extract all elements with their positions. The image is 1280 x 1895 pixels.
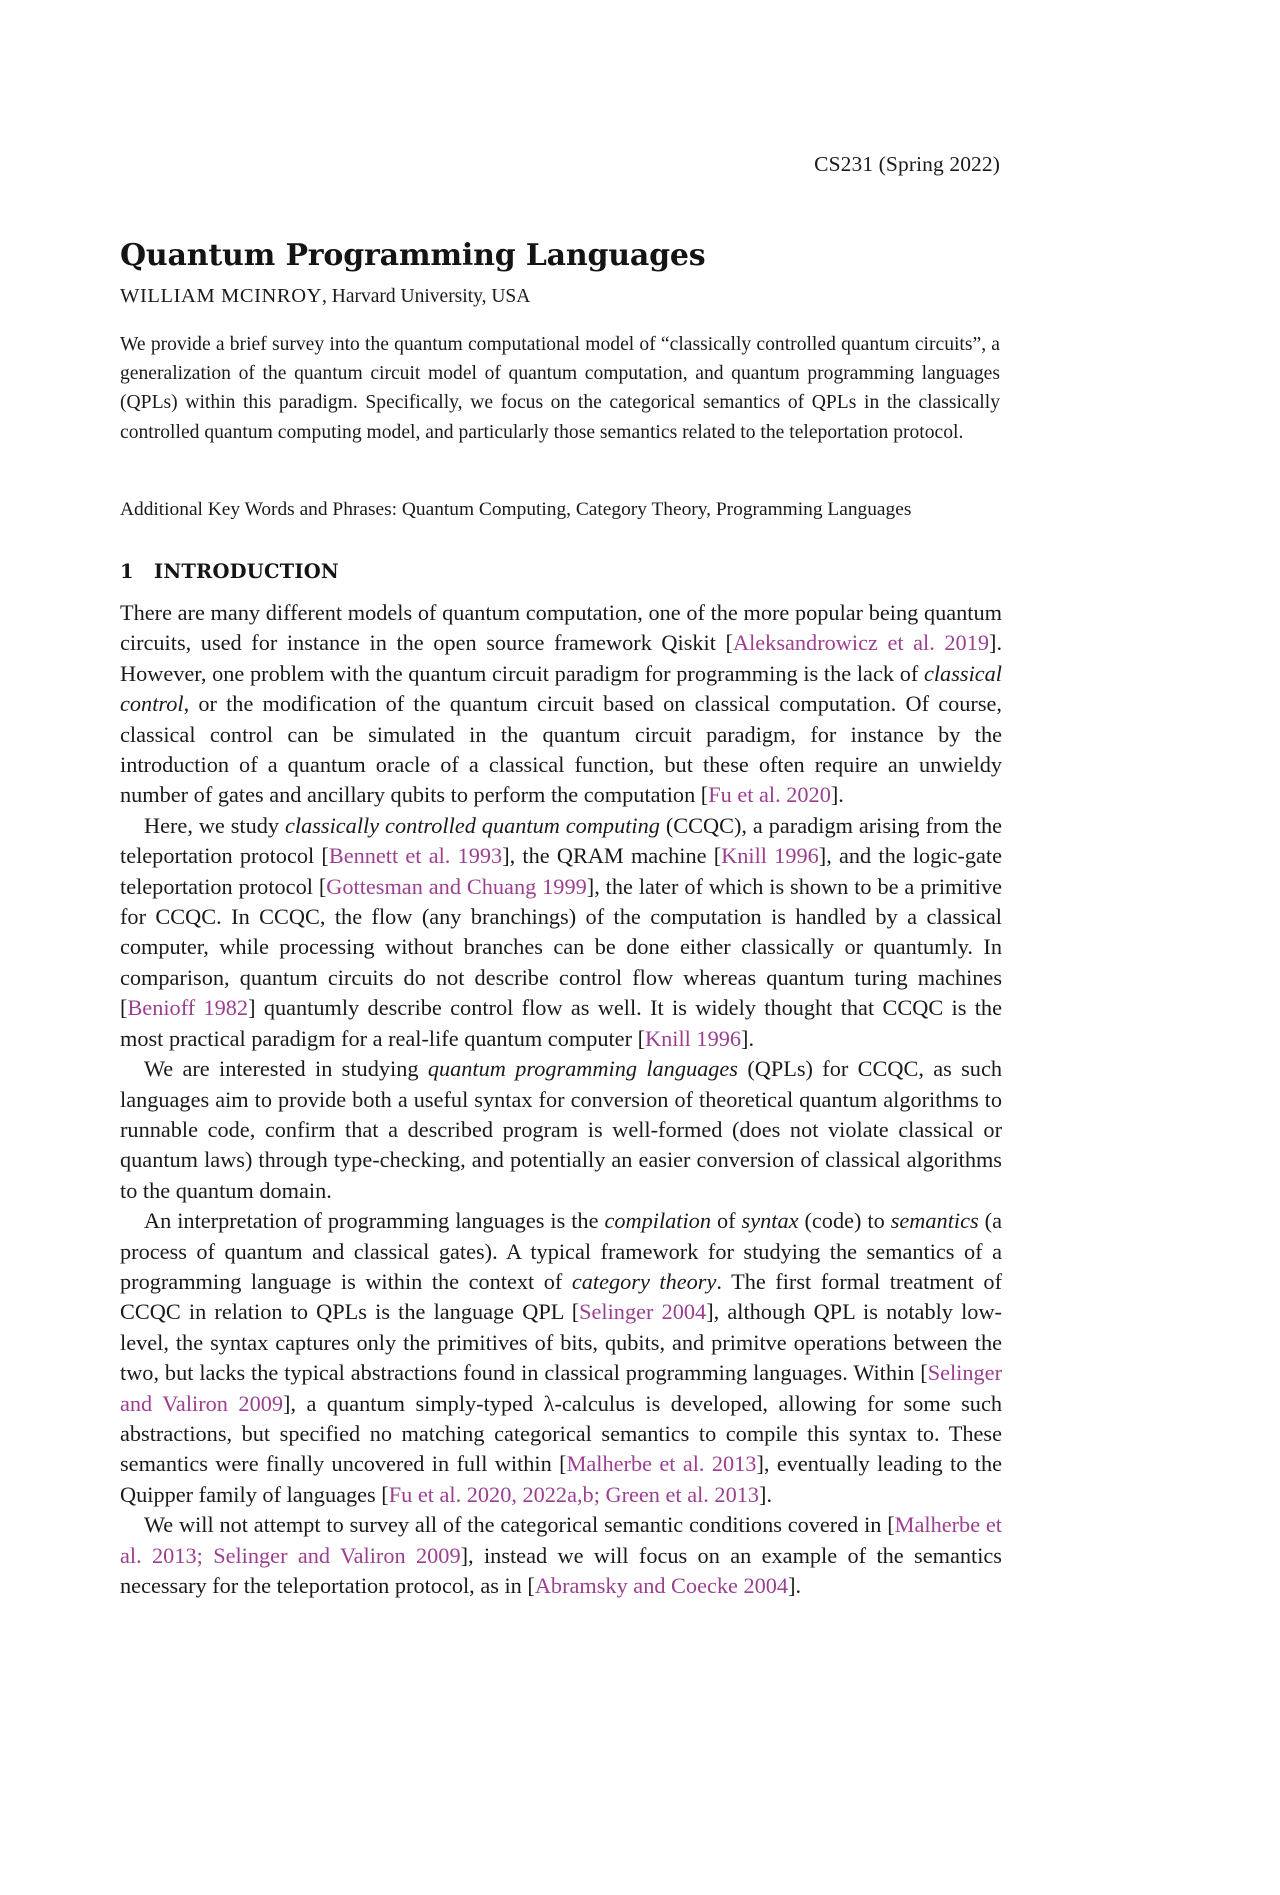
text-run: ], instead we will focus on an example of the semantics necessary for the teleportation protocol, as in [ bbox=[120, 1542, 1002, 1598]
text-run: Here, we study bbox=[144, 812, 285, 838]
paragraph-4 bbox=[120, 1206, 1002, 1510]
citation-link[interactable]: Malherbe et al. 2013 bbox=[566, 1451, 757, 1477]
abstract: We provide a brief survey into the quantum computational model of “classically controlled quantum circuits”, a generalization of the quantum circuit model of quantum computation, and quantum programming languages (QPLs) within this paradigm. Specifically, we focus on the categorical semantics of QPLs in the classically controlled quantum computing model, and particularly those semantics related to the teleportation protocol. bbox=[120, 334, 1000, 443]
author-affiliation: , Harvard University, USA bbox=[322, 286, 531, 307]
text-run: ; bbox=[196, 1542, 214, 1568]
text-run: (CCQC), a paradigm arising from the teleportation protocol [ bbox=[120, 812, 1002, 869]
emphasis-text: compilation bbox=[604, 1208, 711, 1234]
text-run: of bbox=[710, 1208, 742, 1234]
emphasis-text: classically controlled quantum computing bbox=[285, 812, 660, 838]
citation-link[interactable]: Selinger and Valiron 2009 bbox=[120, 1360, 1002, 1416]
text-run: ], and the logic-gate teleportation protocol [ bbox=[120, 843, 1002, 899]
text-run: (QPLs) for CCQC, as such languages aim to provide both a useful syntax for conversion of theoretical quantum algorithms to runnable code, confirm that a described program is well-formed (does not violate classical or quantum laws) through type-checking, and potentially an easier conversion of classical algorithms to the quantum domain. bbox=[120, 1056, 1002, 1203]
citation-link[interactable]: Fu et al. 2020 bbox=[708, 782, 831, 808]
text-run: There are many different models of quantum computation, one of the more popular being quantum circuits, used for instance in the open source framework Qiskit [ bbox=[120, 600, 1002, 656]
text-run: . The first formal treatment of CCQC in relation to QPLs is the language QPL [ bbox=[120, 1268, 1003, 1325]
text-run: ] quantumly describe control flow as well. It is widely thought that CCQC is the most practical paradigm for a real-life quantum computer [ bbox=[120, 995, 1002, 1051]
paragraph-3 bbox=[120, 1054, 1002, 1206]
citation-link[interactable]: Abramsky and Coecke 2004 bbox=[534, 1573, 789, 1598]
page-title: Quantum Programming Languages bbox=[120, 238, 706, 274]
citation-link[interactable]: Fu et al. 2020, 2022a,b bbox=[388, 1481, 594, 1507]
text-run: (code) to bbox=[798, 1208, 891, 1234]
running-head: CS231 (Spring 2022) bbox=[814, 152, 1000, 176]
emphasis-text: syntax bbox=[741, 1208, 799, 1234]
text-run: An interpretation of programming languages is the bbox=[144, 1208, 605, 1234]
text-run: ]. However, one problem with the quantum circuit paradigm for programming is the lack of bbox=[120, 630, 1003, 686]
citation-link[interactable]: Knill 1996 bbox=[645, 1025, 742, 1051]
citation-link[interactable]: Knill 1996 bbox=[721, 843, 819, 869]
author-name: WILLIAM MCINROY bbox=[120, 285, 323, 307]
keywords-line: Additional Key Words and Phrases: Quantum Computing, Category Theory, Programming Languages bbox=[120, 499, 912, 520]
text-run: , or the modification of the quantum circuit based on classical computation. Of course, classical control can be simulated in the quantum circuit paradigm, for instance by the introduction of a quantum oracle of a classical function, but these often require an unwieldy number of gates and ancillary qubits to perform the computation [ bbox=[120, 691, 1002, 808]
paragraph-5 bbox=[120, 1510, 1002, 1601]
section-number: 1 bbox=[120, 560, 134, 583]
citation-link[interactable]: Gottesman and Chuang 1999 bbox=[326, 873, 587, 899]
text-run: ], eventually leading to the Quipper family of languages [ bbox=[120, 1451, 1003, 1507]
author-line bbox=[120, 285, 1000, 308]
text-run: ; bbox=[593, 1481, 606, 1507]
text-run: ], although QPL is notably low-level, the syntax captures only the primitives of bits, qubits, and primitve operations between the two, but lacks the typical abstractions found in classical programming languages. Within [ bbox=[120, 1299, 1002, 1386]
text-run: ]. bbox=[759, 1481, 773, 1507]
citation-link[interactable]: Malherbe et al. 2013 bbox=[120, 1512, 1002, 1568]
section-heading-introduction bbox=[120, 560, 1000, 583]
text-run: ], the QRAM machine [ bbox=[502, 843, 722, 869]
text-run: ]. bbox=[788, 1573, 802, 1598]
emphasis-text: category theory bbox=[571, 1268, 717, 1294]
section-title: INTRODUCTION bbox=[154, 560, 339, 583]
citation-link[interactable]: Benioff 1982 bbox=[127, 995, 249, 1021]
citation-link[interactable]: Aleksandrowicz et al. 2019 bbox=[732, 630, 990, 656]
citation-link[interactable]: Bennett et al. 1993 bbox=[328, 843, 503, 869]
citation-link[interactable]: Selinger 2004 bbox=[579, 1299, 707, 1325]
text-run: ]. bbox=[741, 1025, 755, 1051]
emphasis-text: quantum programming languages bbox=[427, 1056, 738, 1082]
emphasis-text: semantics bbox=[890, 1208, 979, 1234]
text-run: ]. bbox=[830, 782, 844, 808]
emphasis-text: classical control bbox=[120, 660, 1002, 717]
citation-link[interactable]: Selinger and Valiron 2009 bbox=[213, 1542, 461, 1568]
text-run: We will not attempt to survey all of the categorical semantic conditions covered in [ bbox=[144, 1512, 895, 1538]
paragraph-2 bbox=[120, 811, 1002, 1054]
paragraph-1 bbox=[120, 598, 1002, 811]
citation-link[interactable]: Green et al. 2013 bbox=[605, 1481, 760, 1507]
body-text bbox=[120, 598, 1002, 1601]
text-run: ], a quantum simply-typed λ-calculus is developed, allowing for some such abstractions, but specified no matching categorical semantics to compile this syntax to. These semantics were finally uncovered in full within [ bbox=[120, 1390, 1002, 1477]
text-run: (a process of quantum and classical gates). A typical framework for studying the semantics of a programming language is within the context of bbox=[120, 1208, 1002, 1294]
text-run: ], the later of which is shown to be a primitive for CCQC. In CCQC, the flow (any branchings) of the computation is handled by a classical computer, while processing without branches can be done either classically or quantumly. In comparison, quantum circuits do not describe control flow whereas quantum turing machines [ bbox=[120, 873, 1002, 1021]
text-run: We are interested in studying bbox=[144, 1056, 428, 1082]
